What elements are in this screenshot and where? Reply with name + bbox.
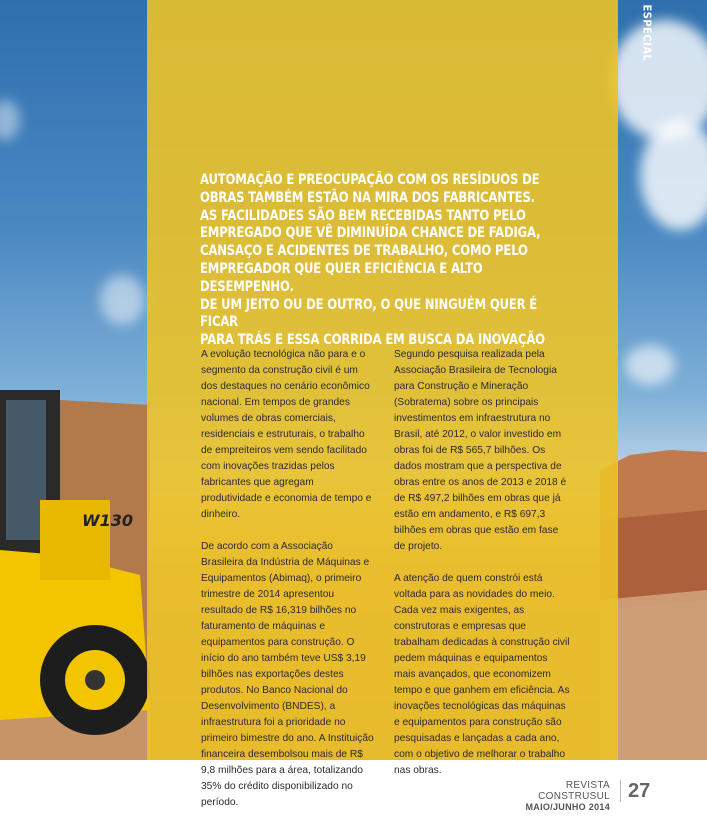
- paragraph: A atenção de quem constrói está voltada para as novidades do meio. Cada vez mais exigentes, as construtoras e empresas que trabalham dedicadas à construção civil pedem máquinas e equipamentos mais avançados, que economizem tempo e que ganhem em eficiência. As inovações tecnológicas das máquinas e equipamentos para construção são pesquisadas e lançadas a cada ano, com o objetivo de melhorar o trabalho nas obras.: [394, 573, 570, 776]
- section-label: ESPECIAL: [640, 4, 654, 62]
- section-tag: [636, 4, 658, 62]
- intro-line: EMPREGADOR QUE QUER EFICIÊNCIA E ALTO DESEMPENHO.: [200, 260, 483, 295]
- footer-divider: [620, 780, 621, 802]
- intro-line: AUTOMAÇÃO E PREOCUPAÇÃO COM OS RESÍDUOS DE: [200, 172, 540, 188]
- intro-line: CANSAÇO E ACIDENTES DE TRABALHO, COMO PELO: [200, 243, 528, 260]
- intro-line: OBRAS TAMBÉM ESTÃO NA MIRA DOS FABRICANTES.: [200, 189, 535, 206]
- intro-line: DE UM JEITO OU DE OUTRO, O QUE NINGUÉM QUER É FICAR: [200, 296, 538, 331]
- loader-model-label: W130: [82, 511, 134, 530]
- paragraph: De acordo com a Associação Brasileira da Indústria de Máquinas e Equipamentos (Abimaq), o primeiro trimestre de 2014 apresentou resultado de R$ 16,319 bilhões no faturamento de máquinas e equipamentos para construção. O início do ano também teve US$ 3,19 bilhões nas exportações destes produtos. No Banco Nacional do Desenvolvimento (BNDES), a infraestrutura foi a prioridade no primeiro bimestre do ano. A Instituição financeira desembolsou mais de R$ 9,8 milhões para a área, totalizando 35% do crédito disponibilizado no período.: [201, 541, 374, 808]
- magazine-name: REVISTA CONSTRUSUL: [538, 780, 610, 802]
- paragraph: Segundo pesquisa realizada pela Associação Brasileira de Tecnologia para Construção e Mineração (Sobratema) sobre os principais investimentos em infraestrutura no Brasil, até 2012, o valor investido em obras foi de R$ 565,7 bilhões. Os dados mostram que a perspectiva de obras entre os anos de 2013 e 2018 é de R$ 497,2 bilhões em obras que já estão em andamento, e R$ 697,3 bilhões em obras que estão em fase de projeto.: [394, 349, 567, 552]
- magazine-issue: MAIO/JUNHO 2014: [525, 802, 610, 812]
- article-column-left: [201, 347, 377, 827]
- intro-lead: [200, 172, 577, 350]
- page-number: 27: [628, 780, 651, 802]
- magazine-footer: [508, 780, 610, 813]
- intro-line: EMPREGADO QUE VÊ DIMINUÍDA CHANCE DE FADIGA,: [200, 225, 541, 242]
- paragraph: A evolução tecnológica não para e o segmento da construção civil é um dos destaques no cenário econômico nacional. Em tempos de grandes volumes de obras comerciais, residenciais e estruturais, o trabalho de empreiteiros vem sendo facilitado com inovações trazidas pelos fabricantes que agregam produtividade e economia de tempo e dinheiro.: [201, 349, 372, 520]
- intro-line: AS FACILIDADES SÃO BEM RECEBIDAS TANTO PELO: [200, 207, 526, 224]
- article-column-right: [394, 347, 570, 795]
- intro-line: PARA TRÁS E ESSA CORRIDA EM BUSCA DA INOVAÇÃO: [200, 332, 545, 349]
- wheel-loader: [0, 380, 160, 760]
